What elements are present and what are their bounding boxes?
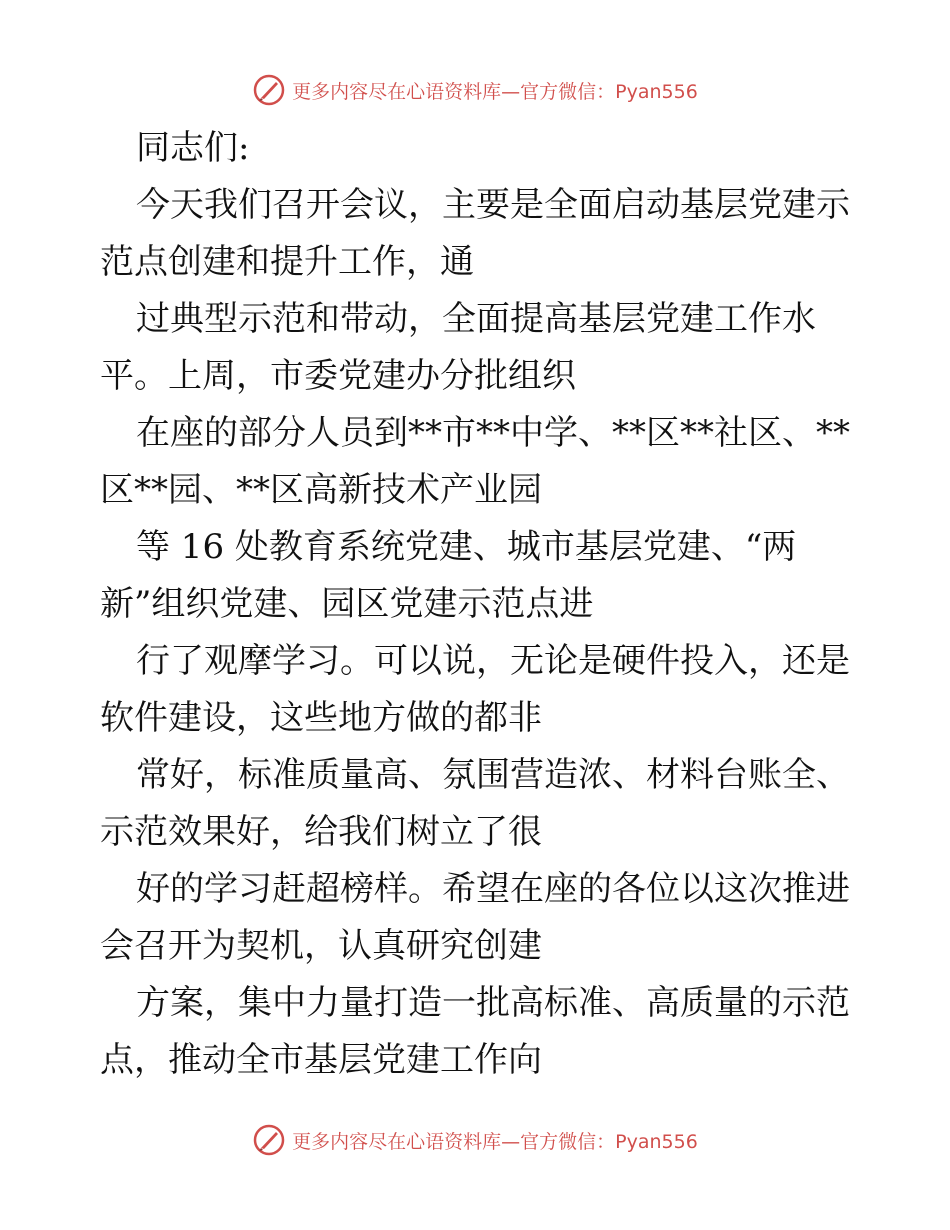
text-line: 今天我们召开会议，主要是全面启动基层党建示	[136, 185, 850, 225]
text-line: 新”组织党建、园区党建示范点进	[100, 584, 594, 624]
text-line: 同志们:	[136, 128, 250, 168]
text-line: 方案，集中力量打造一批高标准、高质量的示范	[136, 983, 850, 1023]
text-line: 示范效果好，给我们树立了很	[100, 812, 542, 852]
text-line: 在座的部分人员到**市**中学、**区**社区、**	[136, 413, 850, 453]
text-line: 过典型示范和带动，全面提高基层党建工作水	[136, 299, 816, 339]
text-line: 点，推动全市基层党建工作向	[100, 1040, 542, 1080]
watermark-banner-top	[0, 70, 950, 110]
quill-logo-icon	[252, 73, 286, 107]
watermark-banner-bottom	[0, 1120, 950, 1160]
speech-body	[100, 120, 860, 1089]
text-line: 范点创建和提升工作，通	[100, 242, 474, 282]
text-line: 常好，标准质量高、氛围营造浓、材料台账全、	[136, 755, 850, 795]
text-line: 好的学习赶超榜样。希望在座的各位以这次推进	[136, 869, 850, 909]
text-line: 区**园、**区高新技术产业园	[100, 470, 542, 510]
text-line: 等 16 处教育系统党建、城市基层党建、“两	[136, 527, 797, 567]
text-line: 会召开为契机，认真研究创建	[100, 926, 542, 966]
watermark-text: 更多内容尽在心语资料库—官方微信：Pyan556	[292, 1130, 698, 1153]
text-line: 软件建设，这些地方做的都非	[100, 698, 542, 738]
text-line: 行了观摩学习。可以说，无论是硬件投入，还是	[136, 641, 850, 681]
text-line: 平。上周，市委党建办分批组织	[100, 356, 576, 396]
quill-logo-icon	[252, 1123, 286, 1157]
watermark-text: 更多内容尽在心语资料库—官方微信：Pyan556	[292, 80, 698, 103]
